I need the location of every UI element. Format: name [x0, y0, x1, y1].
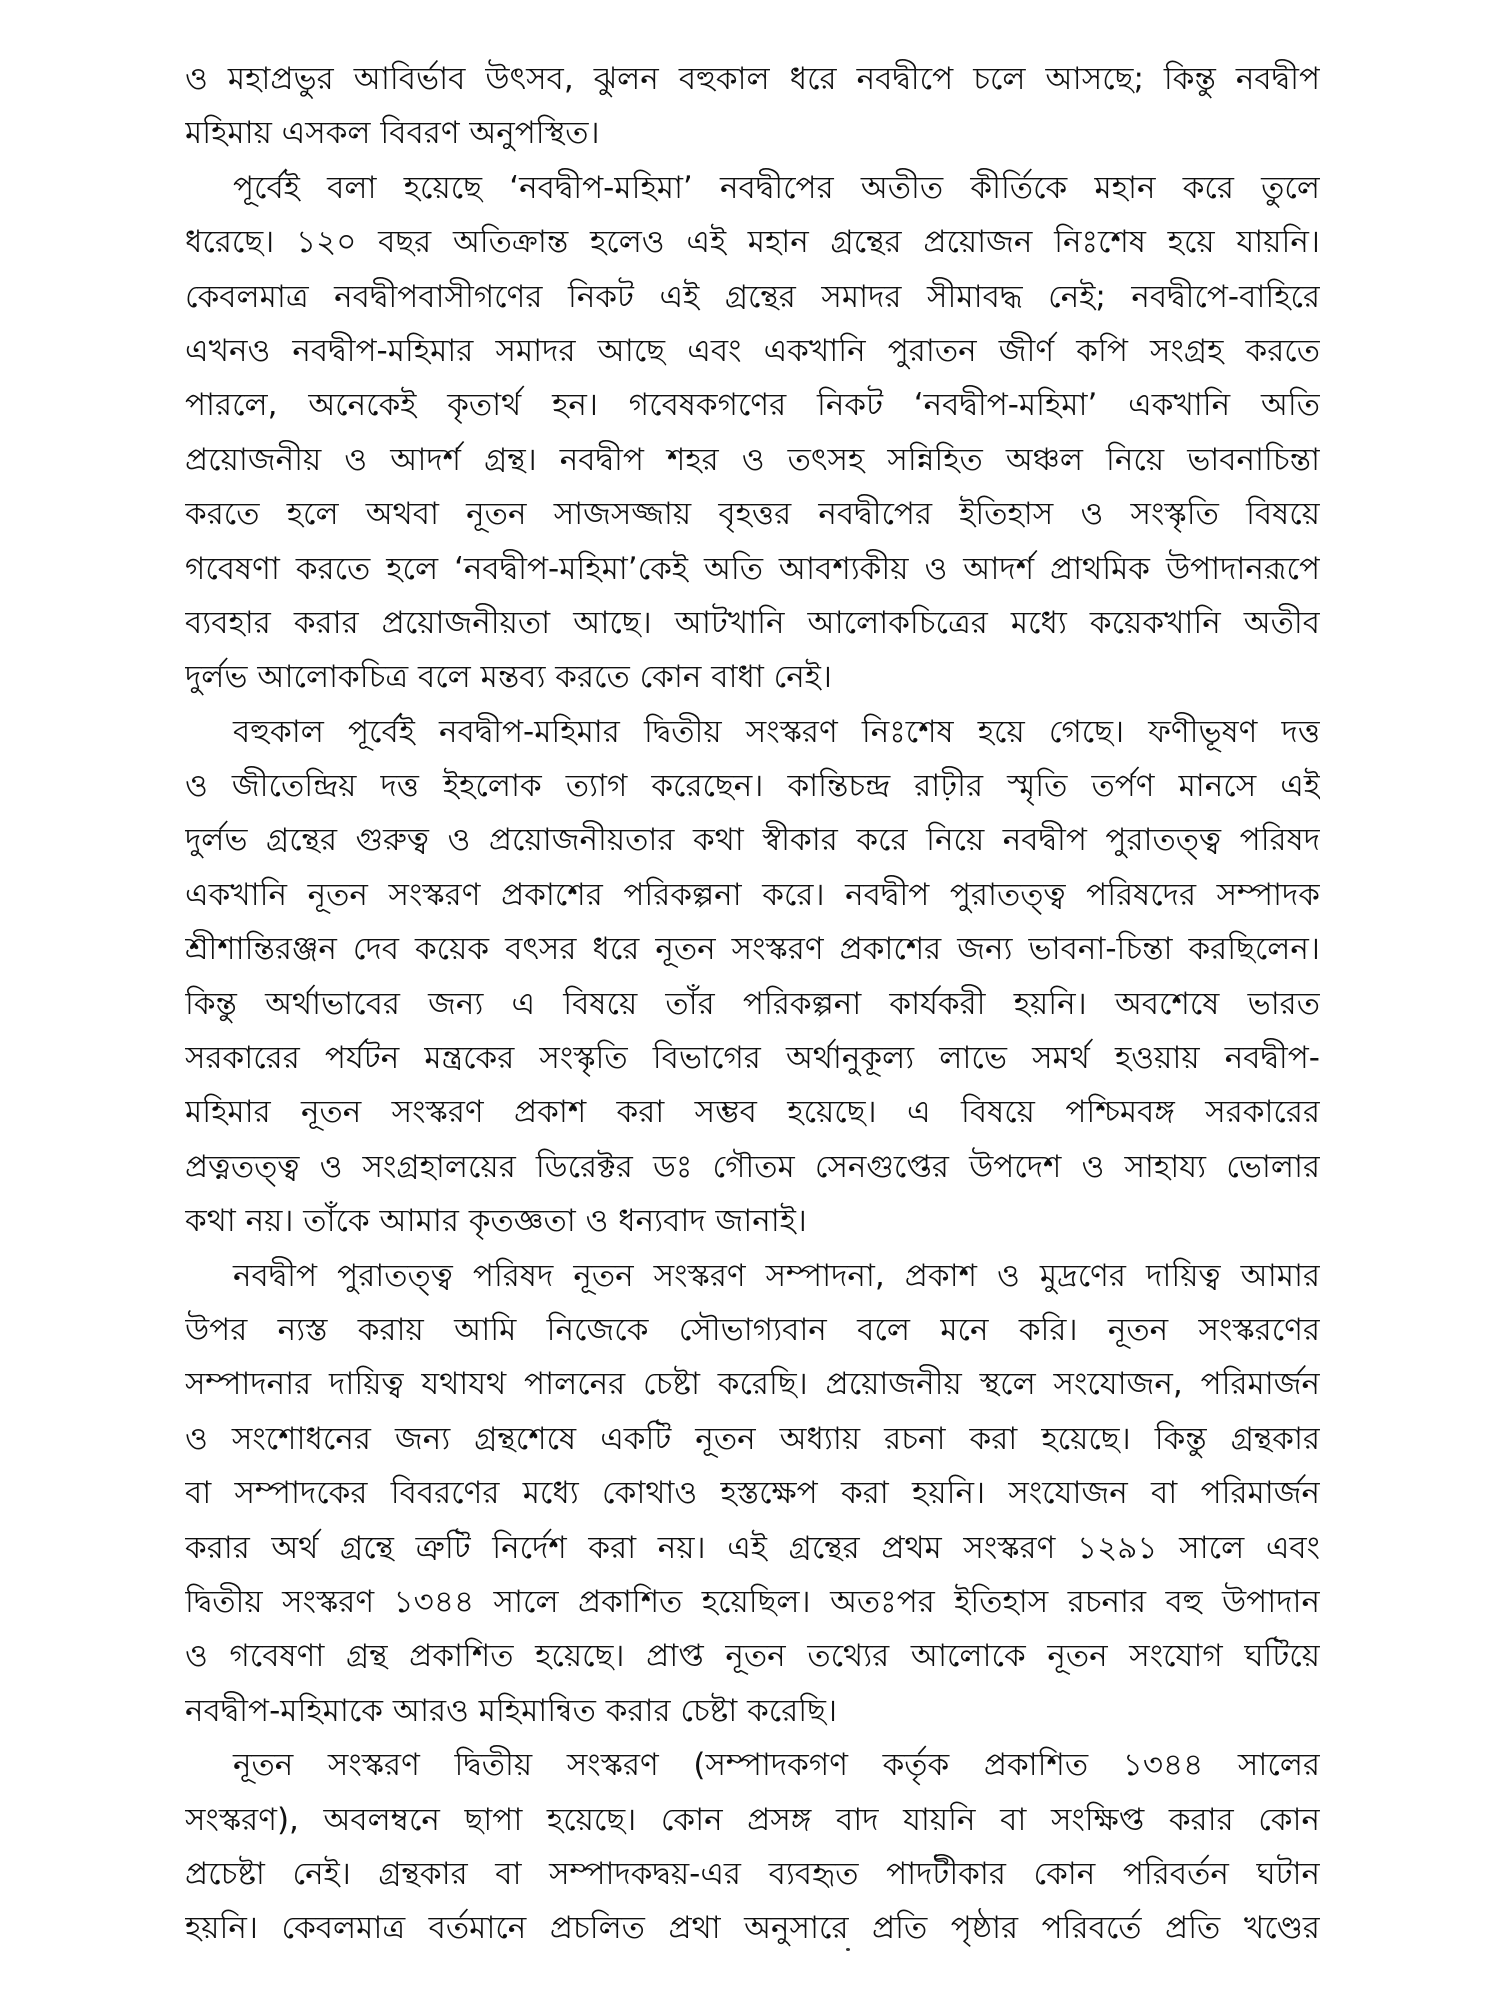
scan-speck [846, 1948, 850, 1951]
text-line: এখনও নবদ্বীপ-মহিমার সমাদর আছে এবং একখানি পুরাতন জীর্ণ কপি সংগ্রহ করতে [185, 332, 1320, 369]
text-line: বা সম্পাদকের বিবরণের মধ্যে কোথাও হস্তক্ষেপ করা হয়নি। সংযোজন বা পরিমার্জন [185, 1475, 1320, 1512]
text-line: পারলে, অনেকেই কৃতার্থ হন। গবেষকগণের নিকট ‘নবদ্বীপ-মহিমা’ একখানি অতি [185, 387, 1320, 424]
text-line: একখানি নূতন সংস্করণ প্রকাশের পরিকল্পনা করে। নবদ্বীপ পুরাতত্ত্ব পরিষদের সম্পাদক [185, 876, 1320, 913]
body-text [185, 52, 1320, 1956]
text-line: কিন্তু অর্থাভাবের জন্য এ বিষয়ে তাঁর পরিকল্পনা কার্যকরী হয়নি। অবশেষে ভারত [185, 985, 1320, 1022]
text-line: নবদ্বীপ পুরাতত্ত্ব পরিষদ নূতন সংস্করণ সম্পাদনা, প্রকাশ ও মুদ্রণের দায়িত্ব আমার [233, 1257, 1320, 1294]
text-line: করতে হলে অথবা নূতন সাজসজ্জায় বৃহত্তর নবদ্বীপের ইতিহাস ও সংস্কৃতি বিষয়ে [185, 496, 1320, 533]
paragraph [185, 52, 1320, 161]
text-line: সরকারের পর্যটন মন্ত্রকের সংস্কৃতি বিভাগের অর্থানুকূল্য লাভে সমর্থ হওয়ায় নবদ্বীপ- [185, 1040, 1320, 1077]
text-line: নবদ্বীপ-মহিমাকে আরও মহিমান্বিত করার চেষ্টা করেছি। [185, 1692, 838, 1729]
text-line: কথা নয়। তাঁকে আমার কৃতজ্ঞতা ও ধন্যবাদ জানাই। [185, 1203, 807, 1240]
text-line: দুর্লভ আলোকচিত্র বলে মন্তব্য করতে কোন বাধা নেই। [185, 659, 832, 696]
text-line: প্রত্নতত্ত্ব ও সংগ্রহালয়ের ডিরেক্টর ডঃ গৌতম সেনগুপ্তের উপদেশ ও সাহায্য ভোলার [185, 1148, 1320, 1185]
text-line: কেবলমাত্র নবদ্বীপবাসীগণের নিকট এই গ্রন্থের সমাদর সীমাবদ্ধ নেই; নবদ্বীপে-বাহিরে [185, 278, 1320, 315]
text-line: শ্রীশান্তিরঞ্জন দেব কয়েক বৎসর ধরে নূতন সংস্করণ প্রকাশের জন্য ভাবনা-চিন্তা করছিলেন। [185, 931, 1320, 968]
text-line: ও সংশোধনের জন্য গ্রন্থশেষে একটি নূতন অধ্যায় রচনা করা হয়েছে। কিন্তু গ্রন্থকার [185, 1420, 1320, 1457]
text-line: দ্বিতীয় সংস্করণ ১৩৪৪ সালে প্রকাশিত হয়েছিল। অতঃপর ইতিহাস রচনার বহু উপাদান [185, 1583, 1320, 1620]
text-line: প্রয়োজনীয় ও আদর্শ গ্রন্থ। নবদ্বীপ শহর ও তৎসহ সন্নিহিত অঞ্চল নিয়ে ভাবনাচিন্তা [185, 441, 1320, 478]
paragraph [185, 161, 1320, 705]
text-line: ও জীতেন্দ্রিয় দত্ত ইহলোক ত্যাগ করেছেন। কান্তিচন্দ্র রাঢ়ীর স্মৃতি তর্পণ মানসে এই [185, 768, 1320, 805]
paragraph [185, 705, 1320, 1249]
text-line: ও গবেষণা গ্রন্থ প্রকাশিত হয়েছে। প্রাপ্ত নূতন তথ্যের আলোকে নূতন সংযোগ ঘটিয়ে [185, 1638, 1320, 1675]
text-line: মহিমার নূতন সংস্করণ প্রকাশ করা সম্ভব হয়েছে। এ বিষয়ে পশ্চিমবঙ্গ সরকারের [185, 1094, 1320, 1131]
text-line: হয়নি। কেবলমাত্র বর্তমানে প্রচলিত প্রথা অনুসারে প্রতি পৃষ্ঠার পরিবর্তে প্রতি খণ্ডের [185, 1910, 1320, 1947]
text-line: সম্পাদনার দায়িত্ব যথাযথ পালনের চেষ্টা করেছি। প্রয়োজনীয় স্থলে সংযোজন, পরিমার্জন [185, 1366, 1320, 1403]
text-line: সংস্করণ), অবলম্বনে ছাপা হয়েছে। কোন প্রসঙ্গ বাদ যায়নি বা সংক্ষিপ্ত করার কোন [185, 1801, 1320, 1838]
text-line: উপর ন্যস্ত করায় আমি নিজেকে সৌভাগ্যবান বলে মনে করি। নূতন সংস্করণের [185, 1311, 1320, 1348]
text-line: নূতন সংস্করণ দ্বিতীয় সংস্করণ (সম্পাদকগণ কর্তৃক প্রকাশিত ১৩৪৪ সালের [233, 1747, 1320, 1784]
text-line: ধরেছে। ১২০ বছর অতিক্রান্ত হলেও এই মহান গ্রন্থের প্রয়োজন নিঃশেষ হয়ে যায়নি। [185, 224, 1320, 261]
text-line: ব্যবহার করার প্রয়োজনীয়তা আছে। আটখানি আলোকচিত্রের মধ্যে কয়েকখানি অতীব [185, 604, 1320, 641]
text-line: করার অর্থ গ্রন্থে ত্রুটি নির্দেশ করা নয়। এই গ্রন্থের প্রথম সংস্করণ ১২৯১ সালে এবং [185, 1529, 1320, 1566]
text-line: দুর্লভ গ্রন্থের গুরুত্ব ও প্রয়োজনীয়তার কথা স্বীকার করে নিয়ে নবদ্বীপ পুরাতত্ত্ব পরিষদ [185, 822, 1320, 859]
text-line: পূর্বেই বলা হয়েছে ‘নবদ্বীপ-মহিমা’ নবদ্বীপের অতীত কীর্তিকে মহান করে তুলে [233, 169, 1320, 206]
text-line: মহিমায় এসকল বিবরণ অনুপস্থিত। [185, 115, 600, 152]
text-line: বহুকাল পূর্বেই নবদ্বীপ-মহিমার দ্বিতীয় সংস্করণ নিঃশেষ হয়ে গেছে। ফণীভূষণ দত্ত [233, 713, 1320, 750]
text-line: ও মহাপ্রভুর আবির্ভাব উৎসব, ঝুলন বহুকাল ধরে নবদ্বীপে চলে আসছে; কিন্তু নবদ্বীপ [185, 61, 1320, 97]
paragraph [185, 1738, 1320, 1956]
paragraph [185, 1249, 1320, 1739]
text-line: গবেষণা করতে হলে ‘নবদ্বীপ-মহিমা’কেই অতি আবশ্যকীয় ও আদর্শ প্রাথমিক উপাদানরূপে [185, 550, 1320, 587]
text-line: প্রচেষ্টা নেই। গ্রন্থকার বা সম্পাদকদ্বয়-এর ব্যবহৃত পাদটীকার কোন পরিবর্তন ঘটান [185, 1855, 1320, 1892]
